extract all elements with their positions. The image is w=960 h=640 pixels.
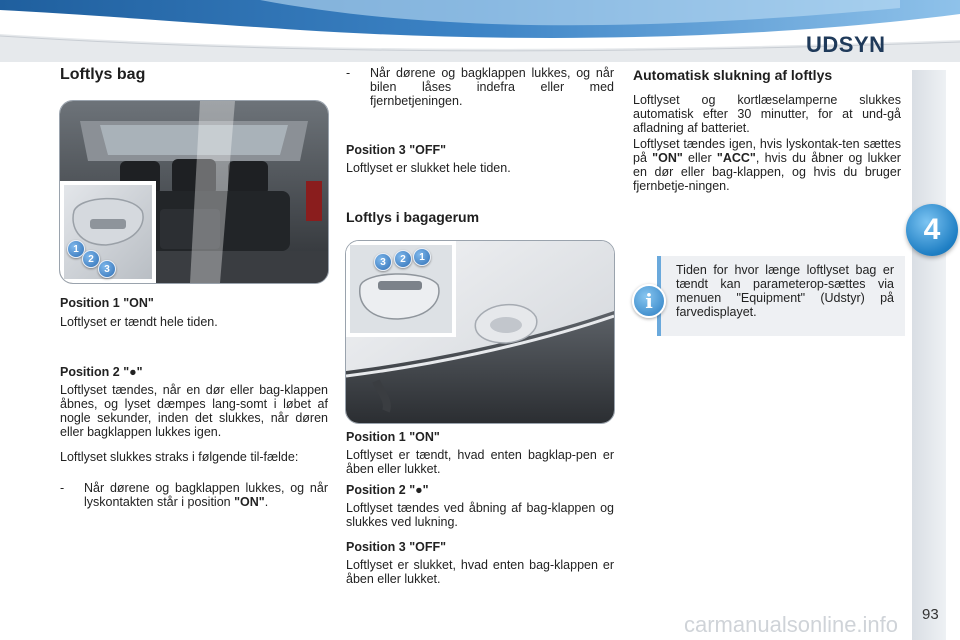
badge-2-left: 2 (82, 250, 100, 268)
middle-pos2-text: Loftlyset tændes ved åbning af bag-klappen og slukkes ved lukning. (346, 501, 614, 529)
badge-3-left: 3 (98, 260, 116, 278)
left-pos2-list (60, 481, 328, 509)
left-pos2-text1: Loftlyset tændes, når en dør eller bag-klappen åbnes, og lyset dæmpes lang-somt i løbet af nogle sekunder, inden det slukkes, når døren eller bagklappen lukkes igen. (60, 383, 328, 439)
left-pos2-title: Position 2 "●" (60, 365, 143, 379)
middle-pos3-title: Position 3 "OFF" (346, 540, 447, 554)
middle-list (346, 66, 614, 108)
section-title-trunk-light: Loftlys i bagagerum (346, 209, 480, 225)
left-pos1-title: Position 1 "ON" (60, 296, 154, 310)
page-number: 93 (922, 606, 939, 623)
middle-pos3-text: Loftlyset er slukket, hvad enten bag-klappen er åben eller lukket. (346, 558, 614, 586)
badge-1-middle: 1 (413, 248, 431, 266)
header-title: UDSYN (806, 32, 886, 57)
right-p2: Loftlyset tændes igen, hvis lyskontak-ten sættes på "ON" eller "ACC", hvis du åbner og lukker en dør eller bag-klappen, og hvis du bruger fjernbetje-ningen. (633, 137, 901, 193)
middle-pos3-off-text: Loftlyset er slukket hele tiden. (346, 161, 511, 175)
middle-pos1-text: Loftlyset er tændt, hvad enten bagklap-pen er åben eller lukket. (346, 448, 614, 476)
badge-2-middle: 2 (394, 250, 412, 268)
badge-3-middle: 3 (374, 253, 392, 271)
section-title-rear-light: Loftlys bag (60, 66, 146, 83)
middle-pos2-title: Position 2 "●" (346, 483, 429, 497)
left-pos2-text2: Loftlyset slukkes straks i følgende til-fælde: (60, 450, 299, 464)
section-title-auto-off: Automatisk slukning af loftlys (633, 67, 833, 83)
side-strip (912, 70, 946, 640)
badge-1-left: 1 (67, 240, 85, 258)
info-text: Tiden for hvor længe loftlyset bag er tændt kan parameterop-sættes via menuen "Equipment" (Udstyr) på farvedisplayet. (676, 263, 894, 319)
info-icon: i (632, 284, 666, 318)
left-pos1-text: Loftlyset er tændt hele tiden. (60, 315, 218, 329)
left-pos2-list-item: - Når dørene og bagklappen lukkes, og når lyskontakten står i position "ON". (60, 481, 328, 509)
watermark: carmanualsonline.info (684, 612, 899, 637)
right-p1: Loftlyset og kortlæselamperne slukkes automatisk efter 30 minutter, for at und-gå afladning af batteriet. (633, 93, 901, 135)
middle-pos1-title: Position 1 "ON" (346, 430, 440, 444)
chapter-tab[interactable]: 4 (906, 204, 958, 256)
middle-pos3-off-title: Position 3 "OFF" (346, 143, 447, 157)
middle-list-item: - Når dørene og bagklappen lukkes, og når bilen låses indefra eller med fjernbetjeningen. (346, 66, 614, 108)
